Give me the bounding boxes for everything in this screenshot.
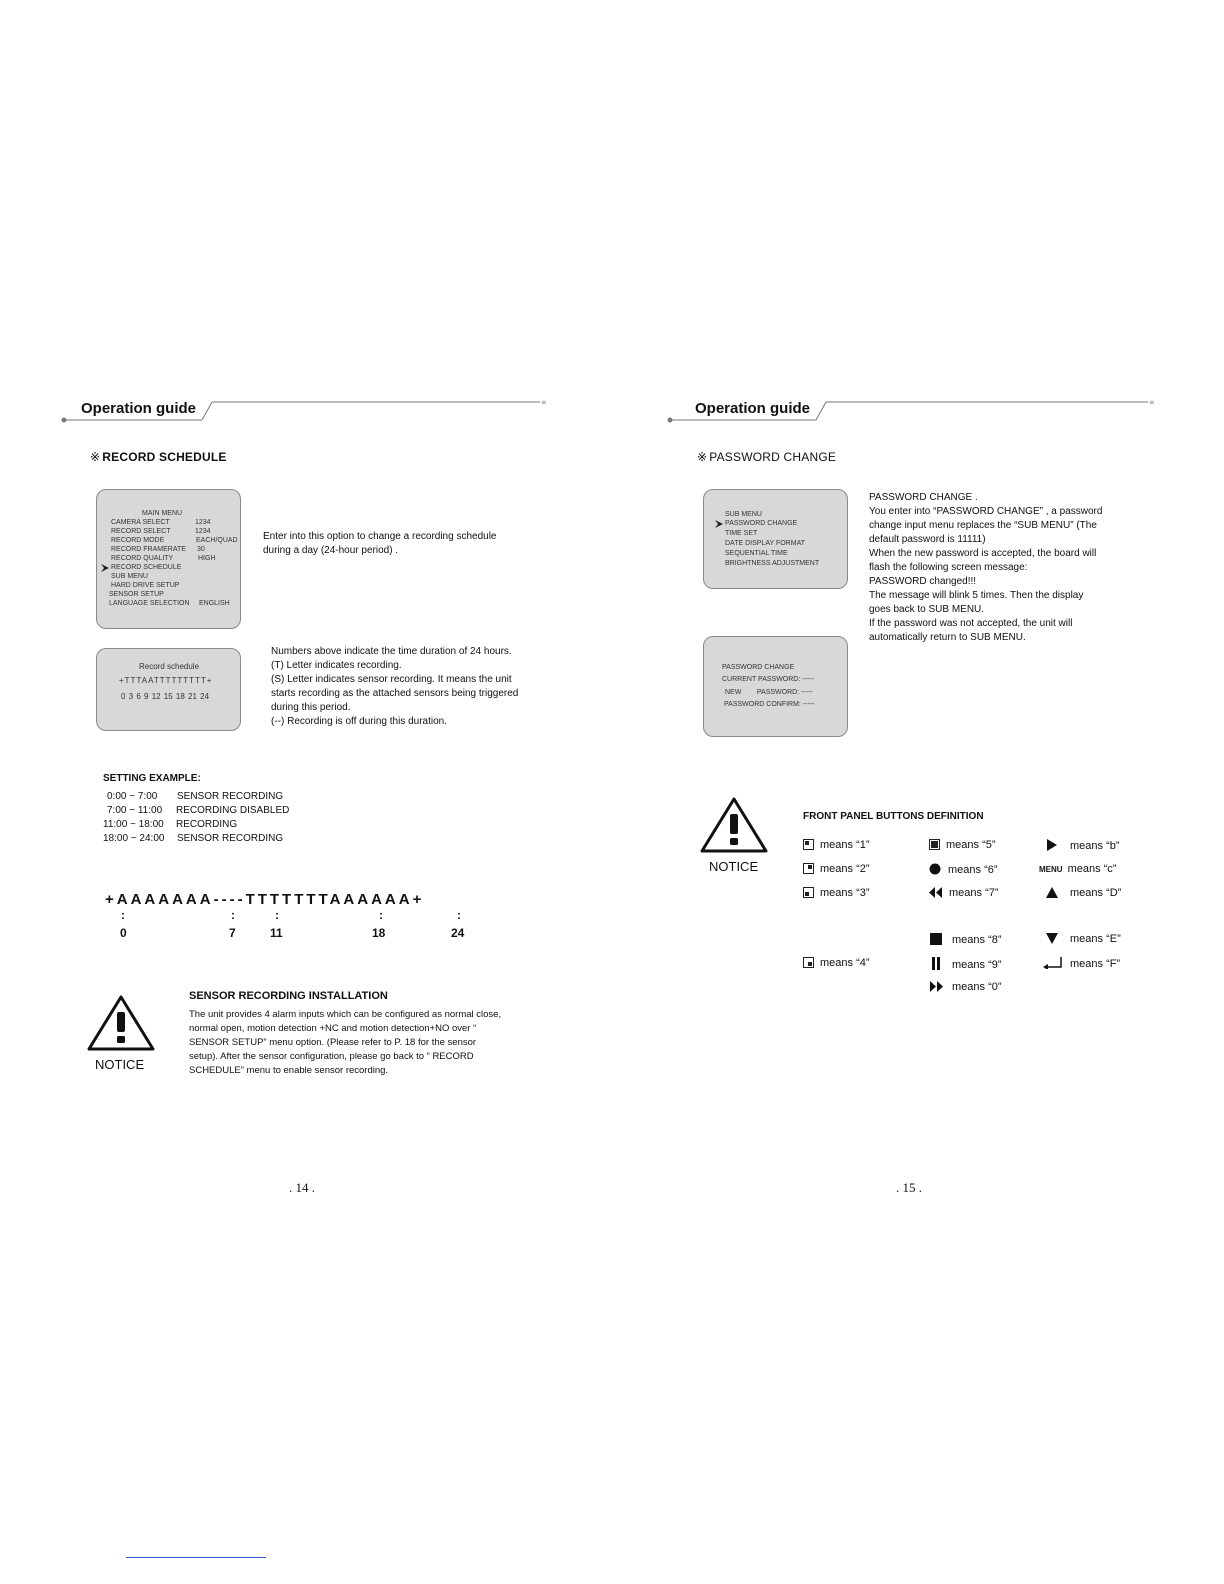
example-mode: SENSOR RECORDING: [177, 833, 284, 844]
front-panel-title: FRONT PANEL BUTTONS DEFINITION: [803, 811, 984, 822]
notice-line: setup). After the sensor configuration, please go back to “ RECORD: [189, 1051, 474, 1062]
button-meaning: means “b”: [1070, 840, 1120, 852]
description-line: PASSWORD CHANGE .: [869, 492, 978, 503]
example-time: 11:00 ~ 18:00: [103, 819, 164, 830]
left-header-title: Operation guide: [81, 400, 197, 417]
description-line: If the password was not accepted, the unit will: [869, 618, 1073, 629]
menu-icon: MENU: [1039, 865, 1063, 874]
notice-line: The unit provides 4 alarm inputs which can be configured as normal close,: [189, 1009, 502, 1020]
description-line: Enter into this option to change a recording schedule: [263, 531, 497, 542]
notice-body: [189, 1008, 501, 1078]
timeline-colon: :: [231, 908, 235, 922]
notice-line: normal open, motion detection +NC and motion detection+NO over “: [189, 1023, 477, 1034]
menu-item-value: HIGH: [198, 555, 216, 562]
rewind-icon: [929, 887, 943, 898]
menu-item-label: RECORD MODE: [111, 537, 165, 544]
button-meaning: means “7”: [949, 887, 999, 899]
button-definition: [929, 887, 999, 899]
button-meaning: means “3”: [820, 887, 870, 899]
timeline-colon: :: [457, 908, 461, 922]
schedule-hours: 0 3 6 9 12 15 18 21 24: [121, 692, 210, 701]
button-definition: [929, 981, 1002, 993]
quad-all-icon: [929, 839, 940, 850]
footer-link-underline: [126, 1557, 266, 1558]
menu-item-label: RECORD FRAMERATE: [111, 546, 186, 553]
example-mode: RECORDING DISABLED: [176, 805, 290, 816]
sub-menu-item-selected: PASSWORD CHANGE: [725, 520, 798, 527]
password-screen-line: PASSWORD CHANGE: [722, 664, 795, 671]
button-meaning: means “c”: [1067, 863, 1117, 875]
description-line: (T) Letter indicates recording.: [271, 660, 402, 671]
button-definition: [1045, 839, 1120, 852]
button-meaning: means “2”: [820, 863, 870, 875]
timeline-colon: :: [275, 908, 279, 922]
svg-text:«: «: [1149, 398, 1155, 408]
menu-item-value: 30: [197, 546, 205, 553]
menu-item-label: RECORD SELECT: [111, 528, 171, 535]
password-description: [869, 491, 1102, 645]
section-title-text: PASSWORD CHANGE: [709, 450, 837, 464]
warning-triangle-icon: [86, 994, 156, 1052]
svg-text:«: «: [541, 398, 547, 408]
example-time: 0:00 ~ 7:00: [107, 791, 158, 802]
button-definition: [929, 957, 1002, 971]
menu-item-value: ENGLISH: [199, 600, 230, 607]
section-symbol: ※: [697, 450, 708, 464]
sub-menu-item: DATE DISPLAY FORMAT: [725, 540, 805, 547]
record-dot-icon: [929, 863, 942, 875]
section-title-text: RECORD SCHEDULE: [102, 450, 227, 464]
play-icon: [1045, 839, 1059, 851]
description-line: flash the following screen message:: [869, 562, 1028, 573]
password-change-screen: [703, 636, 848, 737]
menu-item-label: SENSOR SETUP: [109, 591, 164, 598]
timeline-mark: 18: [372, 926, 386, 940]
example-mode: SENSOR RECORDING: [177, 791, 284, 802]
menu-item-label: CAMERA SELECT: [111, 519, 170, 526]
right-header-title: Operation guide: [695, 400, 811, 417]
notice-title: SENSOR RECORDING INSTALLATION: [189, 990, 388, 1002]
timeline-mark: 0: [120, 926, 127, 940]
button-meaning: means “D”: [1070, 887, 1122, 899]
sub-menu-item: SUB MENU: [725, 511, 762, 518]
page-number-right: . 15 .: [896, 1180, 922, 1195]
button-meaning: means “1”: [820, 839, 870, 851]
description-line: default password is 11111): [869, 534, 986, 545]
main-menu-screen: [96, 489, 241, 629]
description-line: starts recording as the attached sensors being triggered: [271, 688, 519, 699]
record-schedule-screen: [96, 648, 241, 731]
selection-arrow-icon: [715, 520, 724, 528]
example-time: 18:00 ~ 24:00: [103, 833, 165, 844]
section-title-password-change: [697, 450, 836, 464]
notice-line: SCHEDULE” menu to enable sensor recording.: [189, 1065, 389, 1076]
password-screen-line: NEW PASSWORD: -----: [725, 689, 813, 696]
description-line: When the new password is accepted, the board will: [869, 548, 1097, 559]
button-definition: [1043, 957, 1120, 970]
button-meaning: means “F”: [1070, 958, 1121, 970]
sub-menu-item: SEQUENTIAL TIME: [725, 550, 788, 557]
setting-example-title: SETTING EXAMPLE:: [103, 773, 201, 784]
timeline-mark: 7: [229, 926, 236, 940]
description-line: automatically return to SUB MENU.: [869, 632, 1026, 643]
description-line: (S) Letter indicates sensor recording. It means the unit: [271, 674, 512, 685]
button-definition: [803, 863, 870, 875]
button-meaning: means “9”: [952, 959, 1002, 971]
description-line: The message will blink 5 times. Then the display: [869, 590, 1084, 601]
menu-item-label: HARD DRIVE SETUP: [111, 582, 180, 589]
button-meaning: means “5”: [946, 839, 996, 851]
description-line: goes back to SUB MENU.: [869, 604, 985, 615]
button-definition: [803, 887, 870, 899]
timeline-colon: :: [121, 908, 125, 922]
button-definition: [803, 839, 870, 851]
description-line: You enter into “PASSWORD CHANGE” , a password: [869, 506, 1103, 517]
quad-tr-icon: [803, 863, 814, 874]
enter-icon: [1043, 957, 1063, 969]
example-mode: RECORDING: [176, 819, 238, 830]
button-meaning: means “6”: [948, 864, 998, 876]
button-definition: [929, 933, 1002, 946]
section-symbol: ※: [90, 450, 101, 464]
selection-arrow-icon: [101, 564, 110, 572]
main-menu-title: MAIN MENU: [142, 510, 183, 517]
button-definition: [1045, 933, 1121, 945]
notice-label: NOTICE: [709, 859, 759, 874]
timeline-pattern: +AAAAAAA----TTTTTTTAAAAAA+: [105, 891, 425, 908]
timeline-colon: :: [379, 908, 383, 922]
schedule-pattern: +TTTAATTTTTTTTT+: [119, 676, 213, 685]
description-line: Numbers above indicate the time duration of 24 hours.: [271, 646, 512, 657]
fast-forward-icon: [929, 981, 943, 992]
quad-bl-icon: [803, 887, 814, 898]
schedule-description: [271, 645, 518, 729]
description-line: during a day (24-hour period) .: [263, 545, 399, 556]
description-line: PASSWORD changed!!!: [869, 576, 977, 587]
button-meaning: means “8”: [952, 934, 1002, 946]
button-definition: [929, 839, 996, 851]
sub-menu-item: BRIGHTNESS ADJUSTMENT: [725, 560, 820, 567]
quad-tl-icon: [803, 839, 814, 850]
button-meaning: means “E”: [1070, 933, 1121, 945]
sub-menu-screen: [703, 489, 848, 589]
menu-description: [263, 530, 497, 558]
description-line: (--) Recording is off during this duration.: [271, 716, 448, 727]
menu-item-label-selected: RECORD SCHEDULE: [111, 564, 182, 571]
pause-icon: [929, 957, 943, 970]
schedule-screen-title: Record schedule: [139, 662, 200, 671]
menu-item-label: SUB MENU: [111, 573, 148, 580]
section-title-record-schedule: [90, 450, 227, 464]
menu-item-value: EACH/QUAD: [196, 537, 238, 544]
description-line: during this period.: [271, 702, 351, 713]
button-definition: [1045, 887, 1121, 899]
menu-item-value: 1234: [195, 528, 211, 535]
password-screen-line: CURRENT PASSWORD: -----: [722, 676, 814, 683]
menu-item-value: 1234: [195, 519, 211, 526]
notice-label: NOTICE: [95, 1057, 145, 1072]
warning-triangle-icon: [699, 796, 769, 854]
menu-item-label: LANGUAGE SELECTION: [109, 600, 190, 607]
notice-line: SENSOR SETUP” menu option. (Please refer to P. 18 for the sensor: [189, 1037, 477, 1048]
page-number-left: . 14 .: [289, 1180, 315, 1195]
button-meaning: means “0”: [952, 981, 1002, 993]
button-definition: [929, 863, 998, 876]
example-time: 7:00 ~ 11:00: [107, 805, 163, 816]
sub-menu-item: TIME SET: [725, 530, 758, 537]
button-meaning: means “4”: [820, 957, 870, 969]
quad-br-icon: [803, 957, 814, 968]
password-screen-line: PASSWORD CONFIRM: -----: [724, 701, 815, 708]
button-definition: [803, 957, 870, 969]
menu-item-label: RECORD QUALITY: [111, 555, 174, 562]
up-arrow-icon: [1045, 887, 1059, 898]
stop-icon: [929, 933, 943, 945]
button-definition: [1039, 863, 1116, 875]
timeline-mark: 11: [270, 926, 283, 940]
timeline-mark: 24: [451, 926, 465, 940]
description-line: change input menu replaces the “SUB MENU” (The: [869, 520, 1097, 531]
down-arrow-icon: [1045, 933, 1059, 944]
